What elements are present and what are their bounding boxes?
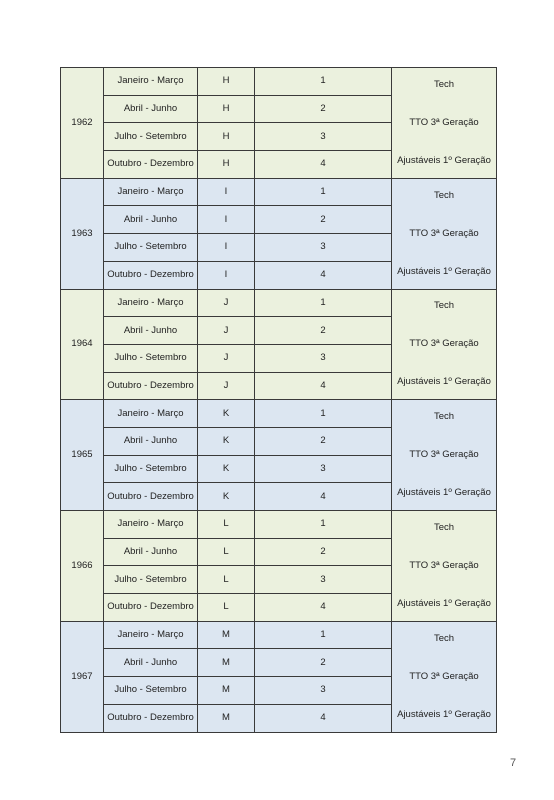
quarter-number-cell: 4 — [255, 594, 392, 622]
quarter-number-cell: 3 — [255, 566, 392, 594]
model-name: TTO 3ª Geração — [409, 227, 479, 239]
model-name: Ajustáveis 1º Geração — [397, 265, 491, 277]
table-row — [61, 511, 497, 539]
model-name: Ajustáveis 1º Geração — [397, 708, 491, 720]
model-list — [392, 516, 496, 616]
quarter-cell: Abril - Junho — [104, 649, 198, 677]
model-name: Tech — [433, 521, 455, 533]
letter-code-cell: I — [198, 234, 255, 262]
model-cell — [392, 289, 497, 400]
quarter-cell: Julho - Setembro — [104, 123, 198, 151]
quarter-cell: Julho - Setembro — [104, 455, 198, 483]
quarter-cell: Janeiro - Março — [104, 68, 198, 96]
table-body — [61, 68, 497, 733]
quarter-cell: Abril - Junho — [104, 317, 198, 345]
letter-code-cell: H — [198, 123, 255, 151]
quarter-cell: Outubro - Dezembro — [104, 261, 198, 289]
letter-code-cell: L — [198, 594, 255, 622]
quarter-number-cell: 1 — [255, 400, 392, 428]
letter-code-cell: J — [198, 344, 255, 372]
letter-code-cell: J — [198, 289, 255, 317]
letter-code-cell: M — [198, 621, 255, 649]
model-name: TTO 3ª Geração — [409, 116, 479, 128]
model-list — [392, 184, 496, 284]
quarter-cell: Outubro - Dezembro — [104, 704, 198, 732]
quarter-cell: Julho - Setembro — [104, 677, 198, 705]
quarter-number-cell: 1 — [255, 289, 392, 317]
quarter-cell: Outubro - Dezembro — [104, 483, 198, 511]
model-cell — [392, 178, 497, 289]
quarter-number-cell: 4 — [255, 151, 392, 179]
model-list — [392, 294, 496, 394]
quarter-number-cell: 4 — [255, 372, 392, 400]
year-cell: 1966 — [61, 511, 104, 622]
quarter-number-cell: 4 — [255, 704, 392, 732]
letter-code-cell: J — [198, 317, 255, 345]
quarter-number-cell: 1 — [255, 511, 392, 539]
model-name: TTO 3ª Geração — [409, 449, 479, 461]
model-list — [392, 405, 496, 505]
letter-code-cell: M — [198, 677, 255, 705]
quarter-number-cell: 1 — [255, 621, 392, 649]
letter-code-cell: K — [198, 427, 255, 455]
letter-code-cell: J — [198, 372, 255, 400]
letter-code-cell: H — [198, 151, 255, 179]
year-cell: 1964 — [61, 289, 104, 400]
table-row — [61, 400, 497, 428]
letter-code-cell: M — [198, 704, 255, 732]
serial-code-table-container — [60, 67, 496, 733]
quarter-number-cell: 4 — [255, 261, 392, 289]
model-name: Ajustáveis 1º Geração — [397, 154, 491, 166]
quarter-number-cell: 2 — [255, 427, 392, 455]
model-name: Ajustáveis 1º Geração — [397, 487, 491, 499]
page-number: 7 — [510, 757, 517, 769]
letter-code-cell: K — [198, 400, 255, 428]
model-name: Tech — [433, 300, 455, 312]
quarter-cell: Janeiro - Março — [104, 400, 198, 428]
letter-code-cell: L — [198, 566, 255, 594]
quarter-cell: Abril - Junho — [104, 427, 198, 455]
letter-code-cell: I — [198, 206, 255, 234]
model-name: Tech — [433, 411, 455, 423]
quarter-cell: Janeiro - Março — [104, 289, 198, 317]
quarter-cell: Abril - Junho — [104, 538, 198, 566]
letter-code-cell: I — [198, 178, 255, 206]
serial-code-table — [60, 67, 497, 733]
quarter-cell: Outubro - Dezembro — [104, 372, 198, 400]
table-row — [61, 178, 497, 206]
quarter-cell: Janeiro - Março — [104, 621, 198, 649]
quarter-cell: Julho - Setembro — [104, 566, 198, 594]
model-cell — [392, 621, 497, 732]
letter-code-cell: L — [198, 511, 255, 539]
year-cell: 1962 — [61, 68, 104, 179]
quarter-number-cell: 3 — [255, 234, 392, 262]
model-name: Tech — [433, 632, 455, 644]
quarter-cell: Outubro - Dezembro — [104, 151, 198, 179]
model-name: TTO 3ª Geração — [409, 338, 479, 350]
model-name: Ajustáveis 1º Geração — [397, 597, 491, 609]
model-cell — [392, 400, 497, 511]
letter-code-cell: M — [198, 649, 255, 677]
quarter-cell: Outubro - Dezembro — [104, 594, 198, 622]
letter-code-cell: I — [198, 261, 255, 289]
quarter-number-cell: 3 — [255, 455, 392, 483]
model-cell — [392, 68, 497, 179]
table-row — [61, 289, 497, 317]
model-name: TTO 3ª Geração — [409, 559, 479, 571]
quarter-number-cell: 1 — [255, 178, 392, 206]
letter-code-cell: H — [198, 68, 255, 96]
quarter-cell: Julho - Setembro — [104, 234, 198, 262]
table-row — [61, 68, 497, 96]
year-cell: 1967 — [61, 621, 104, 732]
model-cell — [392, 511, 497, 622]
quarter-cell: Janeiro - Março — [104, 511, 198, 539]
quarter-number-cell: 2 — [255, 317, 392, 345]
quarter-number-cell: 3 — [255, 677, 392, 705]
quarter-number-cell: 2 — [255, 95, 392, 123]
model-name: TTO 3ª Geração — [409, 670, 479, 682]
model-name: Ajustáveis 1º Geração — [397, 376, 491, 388]
quarter-number-cell: 2 — [255, 206, 392, 234]
model-list — [392, 73, 496, 173]
quarter-cell: Julho - Setembro — [104, 344, 198, 372]
quarter-number-cell: 3 — [255, 344, 392, 372]
quarter-number-cell: 2 — [255, 649, 392, 677]
letter-code-cell: L — [198, 538, 255, 566]
quarter-number-cell: 2 — [255, 538, 392, 566]
quarter-cell: Abril - Junho — [104, 206, 198, 234]
quarter-cell: Abril - Junho — [104, 95, 198, 123]
quarter-number-cell: 3 — [255, 123, 392, 151]
model-list — [392, 627, 496, 727]
year-cell: 1963 — [61, 178, 104, 289]
letter-code-cell: K — [198, 483, 255, 511]
year-cell: 1965 — [61, 400, 104, 511]
table-row — [61, 621, 497, 649]
quarter-number-cell: 4 — [255, 483, 392, 511]
letter-code-cell: H — [198, 95, 255, 123]
letter-code-cell: K — [198, 455, 255, 483]
model-name: Tech — [433, 189, 455, 201]
quarter-number-cell: 1 — [255, 68, 392, 96]
quarter-cell: Janeiro - Março — [104, 178, 198, 206]
model-name: Tech — [433, 78, 455, 90]
